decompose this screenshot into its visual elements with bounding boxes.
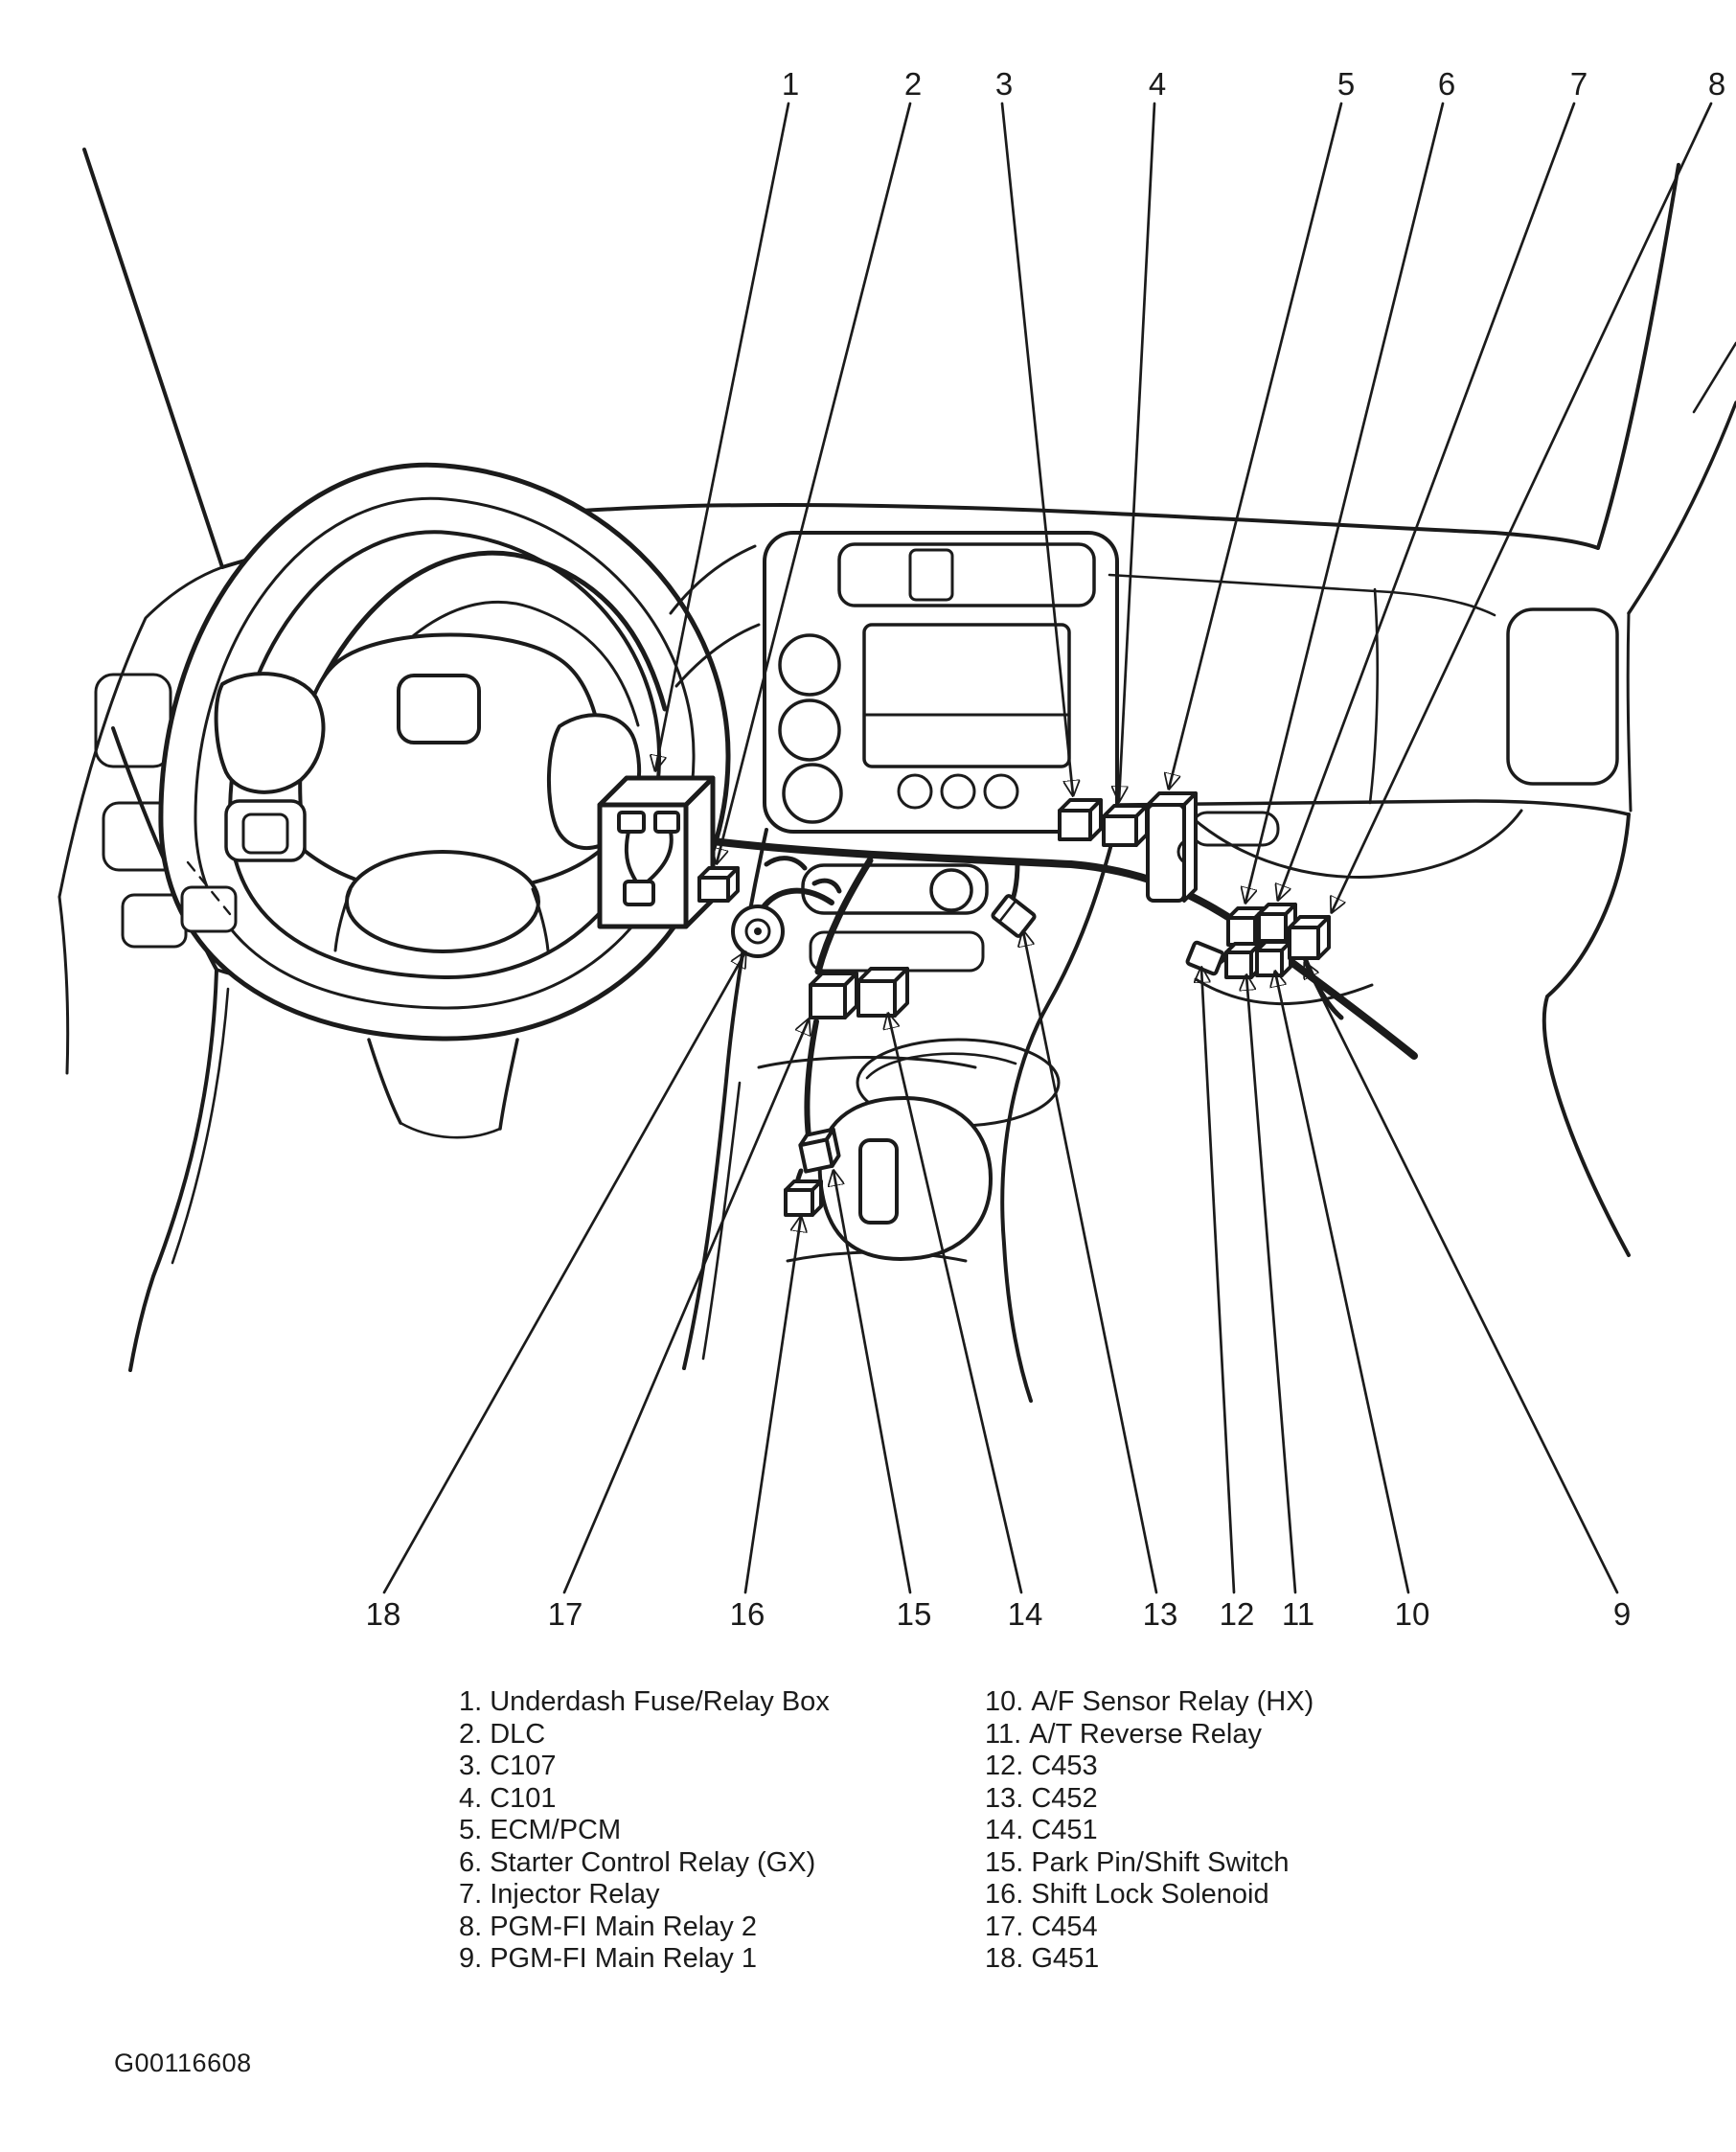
legend-item: 6. Starter Control Relay (GX) (459, 1846, 816, 1878)
callout-number-9: 9 (1612, 1596, 1632, 1632)
legend-item: 7. Injector Relay (459, 1879, 660, 1910)
callout-number-10: 10 (1394, 1596, 1430, 1632)
legend-item: 15. Park Pin/Shift Switch (985, 1846, 1290, 1878)
passenger-airbag-panel (1508, 609, 1617, 784)
leader-3 (1002, 103, 1073, 795)
wheel-lower-opening (347, 852, 538, 951)
radio-knob (784, 765, 841, 822)
leader-12 (1201, 968, 1234, 1592)
leader-13 (1023, 931, 1156, 1592)
legend-item: 16. Shift Lock Solenoid (985, 1879, 1269, 1910)
legend-column-left (459, 1686, 830, 1976)
connector-c451 (858, 969, 907, 1016)
connector-c107 (1060, 800, 1101, 839)
legend-item: 10. A/F Sensor Relay (HX) (985, 1686, 1314, 1717)
legend-item: 4. C101 (459, 1782, 557, 1814)
leader-2 (717, 103, 910, 863)
leader-9 (1305, 963, 1617, 1592)
callout-number-15: 15 (896, 1596, 932, 1632)
callout-number-3: 3 (994, 66, 1014, 102)
callout-number-8: 8 (1707, 66, 1726, 102)
radio-knob (780, 700, 839, 760)
leader-18 (384, 952, 745, 1592)
callout-number-13: 13 (1142, 1596, 1178, 1632)
ecm-pcm (1148, 793, 1196, 901)
leader-1 (655, 103, 788, 770)
radio-button (899, 775, 931, 808)
leader-11 (1246, 975, 1295, 1592)
callout-number-12: 12 (1219, 1596, 1255, 1632)
legend-item: 11. A/T Reverse Relay (985, 1718, 1263, 1750)
legend-item: 18. G451 (985, 1943, 1100, 1974)
wheel-lower-pod (182, 887, 236, 931)
leader-17 (564, 1019, 809, 1592)
leader-4 (1119, 103, 1154, 801)
center-stack-bezel (765, 533, 1117, 832)
radio-knob (780, 635, 839, 695)
callout-number-1: 1 (781, 66, 800, 102)
radio-button (942, 775, 974, 808)
heater-dial (931, 870, 971, 910)
leader-6 (1245, 103, 1443, 903)
shift-lock-solenoid (786, 1181, 821, 1215)
radio-button (985, 775, 1017, 808)
legend-item: 17. C454 (985, 1911, 1098, 1942)
pgm-fi-main-relays (1290, 917, 1329, 958)
at-reverse-relay (1226, 944, 1260, 977)
wheel-left-opening (217, 674, 324, 792)
callout-number-5: 5 (1336, 66, 1356, 102)
callout-number-7: 7 (1569, 66, 1588, 102)
legend-item: 3. C107 (459, 1751, 557, 1781)
center-stack (765, 533, 1117, 971)
relay-cluster (1226, 904, 1329, 977)
leader-16 (745, 1217, 801, 1592)
leader-7 (1278, 103, 1574, 900)
leader-14 (888, 1014, 1021, 1592)
connector-c454 (811, 973, 857, 1018)
legend-item: 1. Underdash Fuse/Relay Box (459, 1686, 830, 1717)
callout-number-14: 14 (1007, 1596, 1043, 1632)
figure-id: G00116608 (114, 2049, 252, 2077)
callout-number-11: 11 (1281, 1596, 1315, 1632)
legend-item: 2. DLC (459, 1718, 546, 1750)
connector-c101 (1104, 806, 1147, 845)
callout-number-18: 18 (365, 1596, 401, 1632)
legend-column-right (985, 1686, 1313, 1976)
center-vent (839, 544, 1094, 606)
callout-number-4: 4 (1148, 66, 1167, 102)
legend-item: 12. C453 (985, 1751, 1098, 1781)
callout-number-6: 6 (1437, 66, 1456, 102)
legend-item: 5. ECM/PCM (459, 1815, 622, 1845)
legend-item: 13. C452 (985, 1782, 1098, 1814)
park-pin-shift-switch (799, 1130, 841, 1172)
connector-c452 (992, 895, 1036, 937)
callout-number-17: 17 (547, 1596, 583, 1632)
grommet-g451 (733, 906, 783, 956)
underdash-fuse-relay-box (600, 778, 713, 927)
callout-number-16: 16 (729, 1596, 765, 1632)
leader-5 (1169, 103, 1341, 789)
legend-item: 9. PGM-FI Main Relay 1 (459, 1943, 757, 1974)
legend-item: 14. C451 (985, 1815, 1098, 1845)
horn-pad (399, 675, 479, 743)
shift-lever (860, 1140, 897, 1223)
leader-10 (1275, 972, 1408, 1592)
dlc-connector (699, 868, 738, 901)
legend-item: 8. PGM-FI Main Relay 2 (459, 1911, 757, 1942)
connector-c453 (1187, 942, 1224, 974)
leader-8 (1332, 103, 1711, 912)
af-sensor-relay (1257, 942, 1291, 975)
callout-number-2: 2 (903, 66, 923, 102)
radio-display (864, 625, 1069, 767)
